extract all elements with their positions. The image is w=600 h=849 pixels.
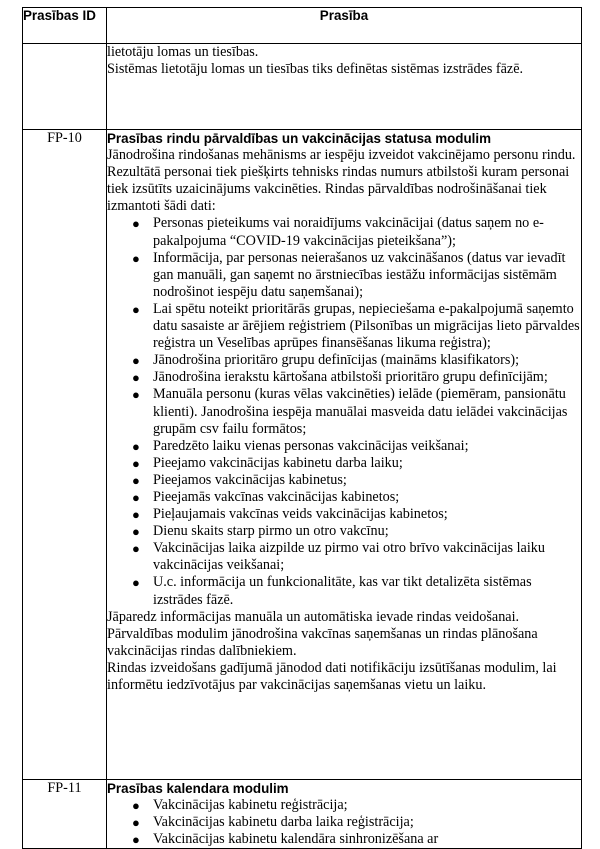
list-item: ● Vakcinācijas kabinetu darba laika reģistrācija; <box>132 814 414 831</box>
bullet-list <box>107 215 581 608</box>
list-item: ● Pieļaujamais vakcīnas veids vakcinācijas kabinetos; <box>132 506 448 523</box>
paragraph: Jāparedz informācijas manuāla un automātiska ievade rindas veidošanai. <box>107 608 520 625</box>
requirement-cell <box>107 44 582 130</box>
list-item: ● Jānodrošina ierakstu kārtošana atbilstoši prioritāro grupu definīcijām; <box>132 369 548 386</box>
list-item: ● Paredzēto laiku vienas personas vakcinācijas veikšanai; <box>132 437 469 454</box>
list-item: ● Vakcinācijas kabinetu reģistrācija; <box>132 797 348 814</box>
bullet-icon: ● <box>132 216 140 232</box>
bullet-list <box>107 797 581 848</box>
bullet-icon: ● <box>132 455 140 471</box>
list-item: ● Pieejamos vakcinācijas kabinetus; <box>132 471 347 488</box>
bullet-icon: ● <box>132 832 140 848</box>
bullet-icon: ● <box>132 507 140 523</box>
bullet-icon: ● <box>132 438 140 454</box>
bullet-icon: ● <box>132 370 140 386</box>
list-item: ● Personas pieteikums vai noraidījums vakcinācijai (datus saņem no e-pakalpojuma “COVID-19 vakcinācijas pieteikšana”); <box>132 215 544 249</box>
requirement-cell <box>107 130 582 780</box>
list-item: ● U.c. informācija un funkcionalitāte, kas var tikt detalizēta sistēmas izstrādes fāzē. <box>132 574 532 608</box>
bullet-icon: ● <box>132 250 140 266</box>
list-item: ● Pieejamās vakcīnas vakcinācijas kabinetos; <box>132 488 400 505</box>
bullet-icon: ● <box>132 489 140 505</box>
requirement-id-cell: FP-10 <box>23 130 107 780</box>
list-item: ● Manuāla personu (kuras vēlas vakcinēties) ielāde (piemēram, pansionātu klienti). Janodrošina iespēja manuālai masveida datu ielādei vakcinācijas grupām csv failu formātos; <box>132 386 568 437</box>
bullet-icon: ● <box>132 815 140 831</box>
requirements-table <box>22 7 582 849</box>
paragraph: Pārvaldības modulim jānodrošina vakcīnas saņemšanas un rindas plānošana vakcinācijas rindas dalībniekiem. <box>107 625 538 659</box>
bullet-icon: ● <box>132 541 140 557</box>
list-item: ● Dienu skaits starp pirmo un otro vakcīnu; <box>132 523 389 540</box>
requirement-id-cell: FP-11 <box>23 780 107 849</box>
bullet-icon: ● <box>132 472 140 488</box>
header-requirement: Prasība <box>107 8 582 44</box>
list-item: ● Informācija, par personas neierašanos uz vakcināšanos (datus var ievadīt gan manuāli, gan saņemt no ārstniecības iestāžu informācijas sistēmām nodrošinot iespēju datu saņemšanai); <box>132 249 566 300</box>
requirement-id-cell <box>23 44 107 130</box>
bullet-icon: ● <box>132 575 140 591</box>
paragraph: Jānodrošina rindošanas mehānisms ar iespēju izveidot vakcinējamo personu rindu. Rezultātā personai tiek piešķirts tehnisks rindas numurs atbilstoši kuram personai tiek izsūtīts uzaicinājums vakcinēties. Rindas pārvaldības nodrošināšanai tiek izmantoti šādi dati: <box>107 147 576 215</box>
paragraph: lietotāju lomas un tiesības. <box>107 44 259 60</box>
bullet-icon: ● <box>132 353 140 369</box>
list-item: ● Jānodrošina prioritāro grupu definīcijas (maināms klasifikators); <box>132 352 520 369</box>
bullet-icon: ● <box>132 798 140 814</box>
list-item: ● Pieejamo vakcinācijas kabinetu darba laiku; <box>132 454 403 471</box>
section-title: Prasības rindu pārvaldības un vakcinācijas statusa modulim <box>107 131 492 146</box>
table-header-row <box>23 8 582 44</box>
section-title: Prasības kalendara modulim <box>107 781 289 796</box>
table-row <box>23 780 582 849</box>
bullet-icon: ● <box>132 524 140 540</box>
paragraph: Sistēmas lietotāju lomas un tiesības tiks definētas sistēmas izstrādes fāzē. <box>107 61 524 78</box>
list-item: ● Vakcinācijas laika aizpilde uz pirmo vai otro brīvo vakcinācijas laiku vakcinācijas veikšanai; <box>132 540 545 574</box>
list-item: ● Lai spētu noteikt prioritārās grupas, nepieciešama e-pakalpojumā saņemto datu sasaiste ar ārējiem reģistriem (Pilsonības un migrācijas lieto pārvaldes reģistra un Veselības aprūpes finansēšanas likuma reģistra); <box>132 300 580 352</box>
table-row <box>23 130 582 780</box>
requirement-cell <box>107 780 582 849</box>
table-row <box>23 44 582 130</box>
bullet-icon: ● <box>132 387 140 403</box>
header-requirement-id: Prasības ID <box>23 8 107 44</box>
bullet-icon: ● <box>132 301 140 317</box>
paragraph: Rindas izveidošans gadījumā jānodod dati notifikāciju izsūtīšanas modulim, lai informētu iedzīvotājus par vakcinācijas saņemšanas vietu un laiku. <box>107 659 557 693</box>
list-item: ● Vakcinācijas kabinetu kalendāra sinhronizēšana ar <box>132 831 439 848</box>
